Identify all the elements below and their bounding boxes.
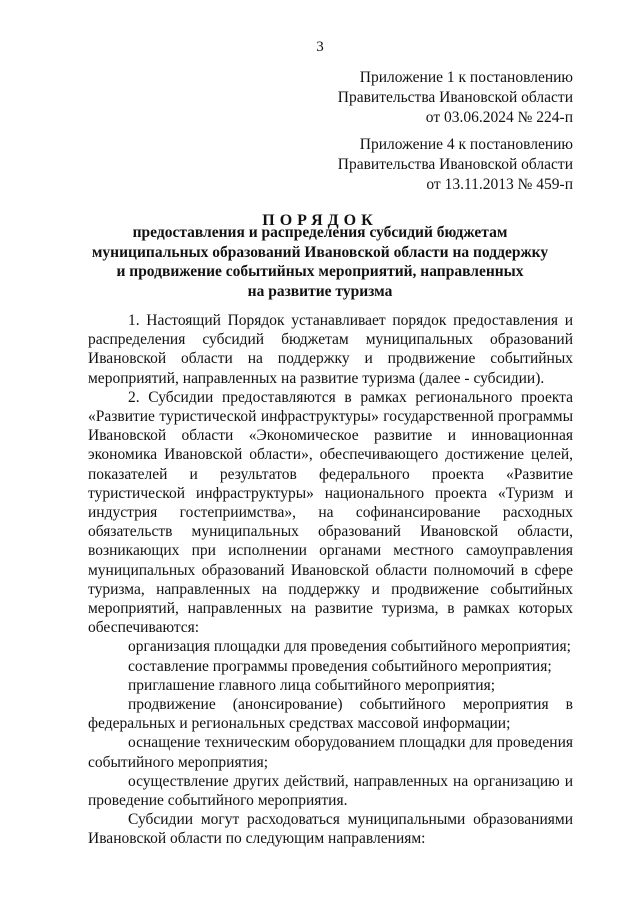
appendix-4-line: от 13.11.2013 № 459-п [426, 176, 573, 193]
list-item: продвижение (анонсирование) событийного мероприятия в федеральных и региональных средствах массовой информации; [88, 696, 573, 733]
paragraph-2: 2. Субсидии предоставляются в рамках регионального проекта «Развитие туристической инфраструктуры» государственной программы Ивановской области «Экономическое развитие и инновационная экономика Ивановской области», обеспечивающего достижение целей, показателей и результатов федерального проекта «Развитие туристической инфраструктуры» национального проекта «Туризм и индустрия гостеприимства», на софинансирование расходных обязательств муниципальных образований Ивановской области, возникающих при исполнении органами местного самоуправления муниципальных образований Ивановской области полномочий в сфере туризма, направленных на поддержку и продвижение событийных мероприятий, направленных на развитие туризма, в рамках которых обеспечиваются: [88, 388, 573, 637]
document-subtitle [70, 223, 570, 301]
list-item: оснащение техническим оборудованием площадки для проведения событийного мероприятия; [88, 734, 573, 771]
list-item: приглашение главного лица событийного мероприятия; [128, 676, 496, 694]
appendix-1-line: от 03.06.2024 № 224-п [425, 109, 573, 126]
paragraph-1: 1. Настоящий Порядок устанавливает порядок предоставления и распределения субсидий бюджетам муниципальных образований Ивановской области на поддержку и продвижение событийных мероприятий, направленных на развитие туризма (далее - субсидии). [88, 312, 573, 387]
appendix-1-line: Приложение 1 к постановлению [359, 69, 573, 86]
document-title: ПОРЯДОК [262, 212, 378, 229]
page-number: 3 [316, 39, 324, 55]
document-body [88, 311, 573, 849]
list-item: осуществление других действий, направленных на организацию и проведение событийного мероприятия. [88, 772, 573, 810]
list-item: организация площадки для проведения событийного мероприятия; [128, 638, 571, 656]
subtitle-line: предоставления и распределения субсидий бюджетам [132, 224, 508, 241]
subtitle-line: и продвижение событийных мероприятий, направленных [116, 263, 524, 280]
appendix-4-line: Правительства Ивановской области [337, 156, 573, 173]
subtitle-line: на развитие туризма [247, 282, 393, 300]
appendix-4-header [338, 135, 573, 195]
appendix-4-line: Приложение 4 к постановлению [359, 136, 573, 153]
list-item: составление программы проведения событийного мероприятия; [128, 657, 552, 675]
appendix-1-line: Правительства Ивановской области [337, 89, 573, 106]
paragraph-3: Субсидии могут расходоваться муниципальными образованиями Ивановской области по следующим направлениям: [88, 811, 573, 848]
subtitle-line: муниципальных образований Ивановской области на поддержку [91, 243, 549, 261]
appendix-1-header [338, 68, 573, 128]
